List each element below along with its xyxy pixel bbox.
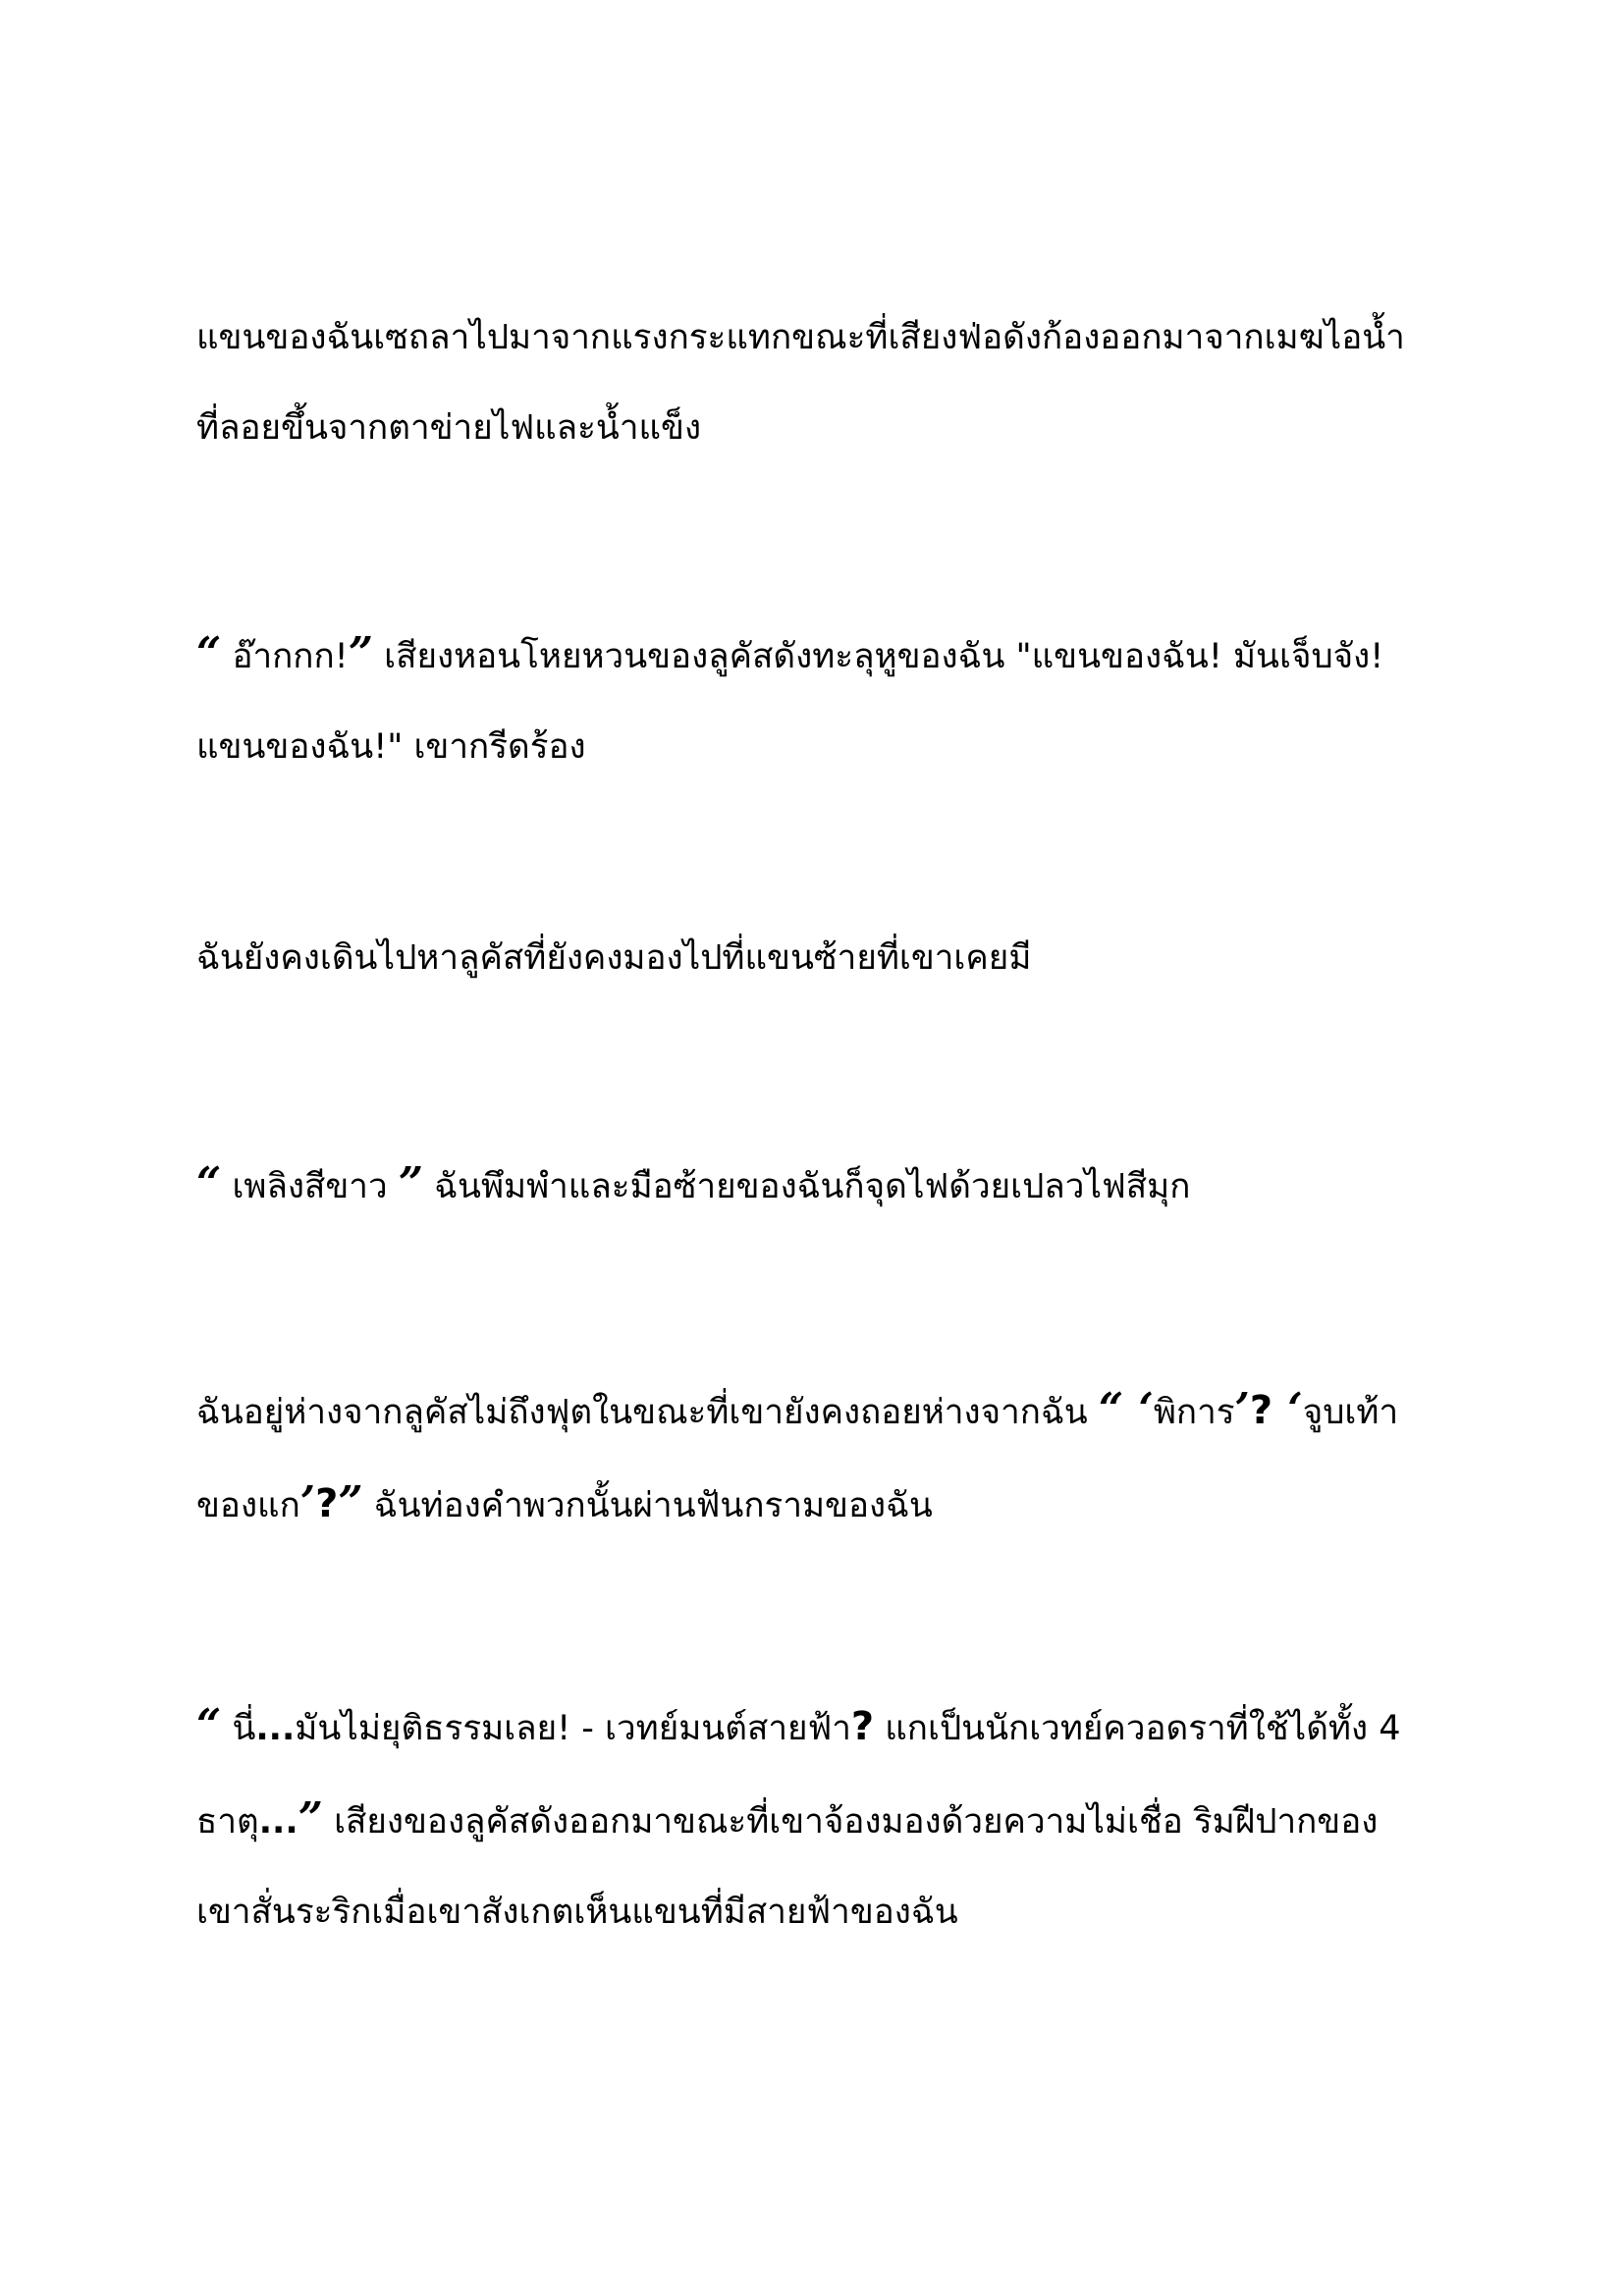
paragraph-6 (196, 1681, 1434, 1957)
question-mark: ? (315, 1481, 339, 1526)
speech-text: แกเป็นนักเวทย์ควอดราที่ใช้ได้ทั้ง 4 (874, 1709, 1401, 1748)
speech-text: อ๊ากกก! (221, 637, 349, 676)
paragraph-3 (196, 913, 1434, 1003)
paragraph-2 (196, 609, 1434, 792)
paragraph-4 (196, 1139, 1434, 1232)
close-quote: ” (338, 1477, 363, 1527)
question-mark: ? (850, 1704, 875, 1749)
paragraph-6-line-2 (196, 1774, 1434, 1867)
speech-word: จูบเท้า (1302, 1393, 1399, 1432)
open-quote: “ (196, 1158, 222, 1208)
speech-text: ธาตุ (196, 1802, 259, 1842)
narration-text: เสียงของลูคัสดังออกมาขณะที่เขาจ้องมองด้วยความไม่เชื่อ ริมฝีปากของ (322, 1802, 1379, 1842)
paragraph-1 (196, 293, 1434, 473)
paragraph-5-line-2 (196, 1458, 1434, 1551)
speech-text: มันไม่ยุติธรรมเลย! - เวทย์มนต์สายฟ้า (295, 1709, 851, 1748)
paragraph-6-line-3: เขาสั่นระริกเมื่อเขาสังเกตเห็นแขนที่มีสายฟ้าของฉัน (196, 1893, 958, 1932)
open-single-quote: ‘ (1272, 1384, 1303, 1434)
narration-text: ฉันอยู่ห่างจากลูคัสไม่ถึงฟุตในขณะที่เขายังคงถอยห่างจากฉัน (196, 1393, 1099, 1432)
open-quote: “ (196, 1700, 222, 1750)
open-quote: “ ‘ (1098, 1384, 1154, 1434)
paragraph-2-line-2: แขนของฉัน!" เขากรีดร้อง (196, 727, 586, 767)
paragraph-5-line-1 (196, 1364, 1434, 1458)
close-single-quote: ’ (299, 1477, 316, 1527)
close-quote: ” (348, 628, 374, 678)
paragraph-6-line-1 (196, 1681, 1434, 1774)
open-quote: “ (196, 628, 222, 678)
close-quote: ” (398, 1158, 424, 1208)
narration-text: ฉันท่องคำพวกนั้นผ่านฟันกรามของฉัน (362, 1486, 933, 1525)
speech-word: พิการ (1153, 1393, 1235, 1432)
paragraph-2-line-1 (196, 609, 1434, 702)
ellipsis: ... (255, 1709, 296, 1748)
question-mark: ? (1249, 1388, 1273, 1433)
close-single-quote: ’ (1234, 1384, 1250, 1434)
paragraph-1-line-2: ที่ลอยขึ้นจากตาข่ายไฟและน้ำแข็ง (196, 408, 702, 448)
ellipsis: ... (258, 1802, 298, 1842)
paragraph-4-line-1 (196, 1139, 1434, 1232)
paragraph-3-line-1: ฉันยังคงเดินไปหาลูคัสที่ยังคงมองไปที่แขนซ้ายที่เขาเคยมี (196, 938, 1032, 978)
paragraph-1-line-1: แขนของฉันเซถลาไปมาจากแรงกระแทกขณะที่เสียงฟ่อดังก้องออกมาจากเมฆไอน้ำ (196, 318, 1405, 357)
close-quote: ” (298, 1793, 323, 1843)
speech-text: เพลิงสีขาว (221, 1167, 399, 1206)
narration-text: เสียงหอนโหยหวนของลูคัสดังทะลุหูของฉัน "แขนของฉัน! มันเจ็บจัง! (373, 637, 1384, 676)
paragraph-5 (196, 1364, 1434, 1551)
speech-text: นี่ (221, 1709, 256, 1748)
speech-word: ของแก (196, 1486, 300, 1525)
narration-text: ฉันพึมพำและมือซ้ายของฉันก็จุดไฟด้วยเปลวไฟสีมุก (423, 1167, 1191, 1206)
